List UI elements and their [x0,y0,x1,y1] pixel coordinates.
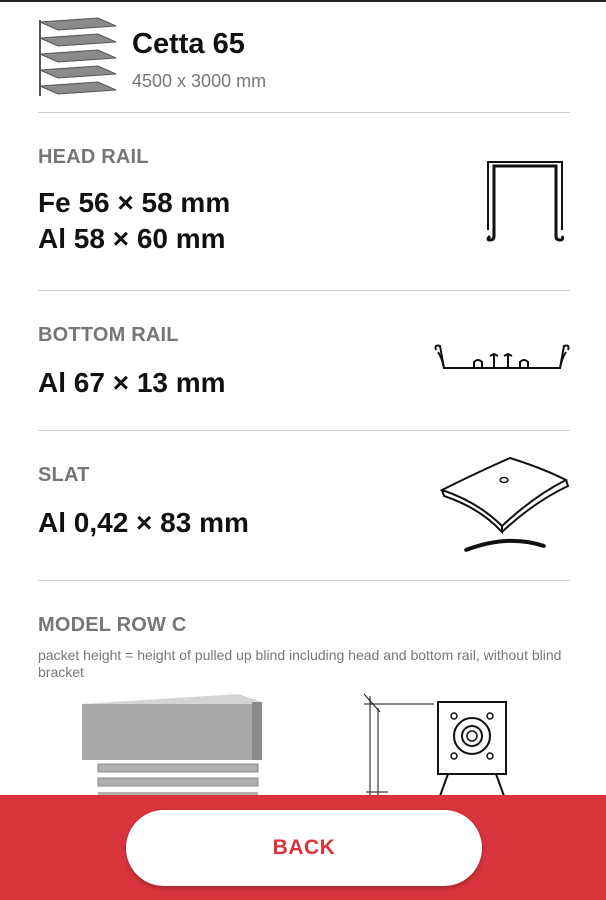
slat-label: SLAT [38,464,90,486]
blind-model-illustration [78,692,262,796]
slat-section [38,464,570,564]
bottom-rail-label: BOTTOM RAIL [38,324,179,346]
page-title: Cetta 65 [132,28,245,60]
head-rail-section [38,146,570,276]
divider [38,112,570,113]
head-rail-value-al: Al 58 × 60 mm [38,223,226,254]
packet-height-note: packet height = height of pulled up blind including head and bottom rail, without blind bracket [38,647,562,680]
slat-value: Al 0,42 × 83 mm [38,507,249,538]
bottom-rail-section [38,324,570,414]
back-button[interactable]: BACK [126,810,482,886]
top-edge [0,0,606,2]
divider [38,430,570,431]
divider [38,290,570,291]
bottom-rail-profile-icon [434,342,570,378]
slat-profile-icon [438,454,570,556]
product-dimensions: 4500 x 3000 mm [132,71,267,91]
head-rail-label: HEAD RAIL [38,146,149,168]
model-row-diagram [364,688,548,796]
bottom-rail-value: Al 67 × 13 mm [38,367,226,398]
head-rail-value-fe: Fe 56 × 58 mm [38,187,231,218]
bottom-action-bar [0,795,606,900]
divider [38,580,570,581]
model-row-section [38,614,570,794]
head-rail-profile-icon [482,160,570,244]
model-row-label: MODEL ROW C [38,614,187,636]
product-header [38,16,570,112]
blind-thumbnail-icon [38,16,118,96]
